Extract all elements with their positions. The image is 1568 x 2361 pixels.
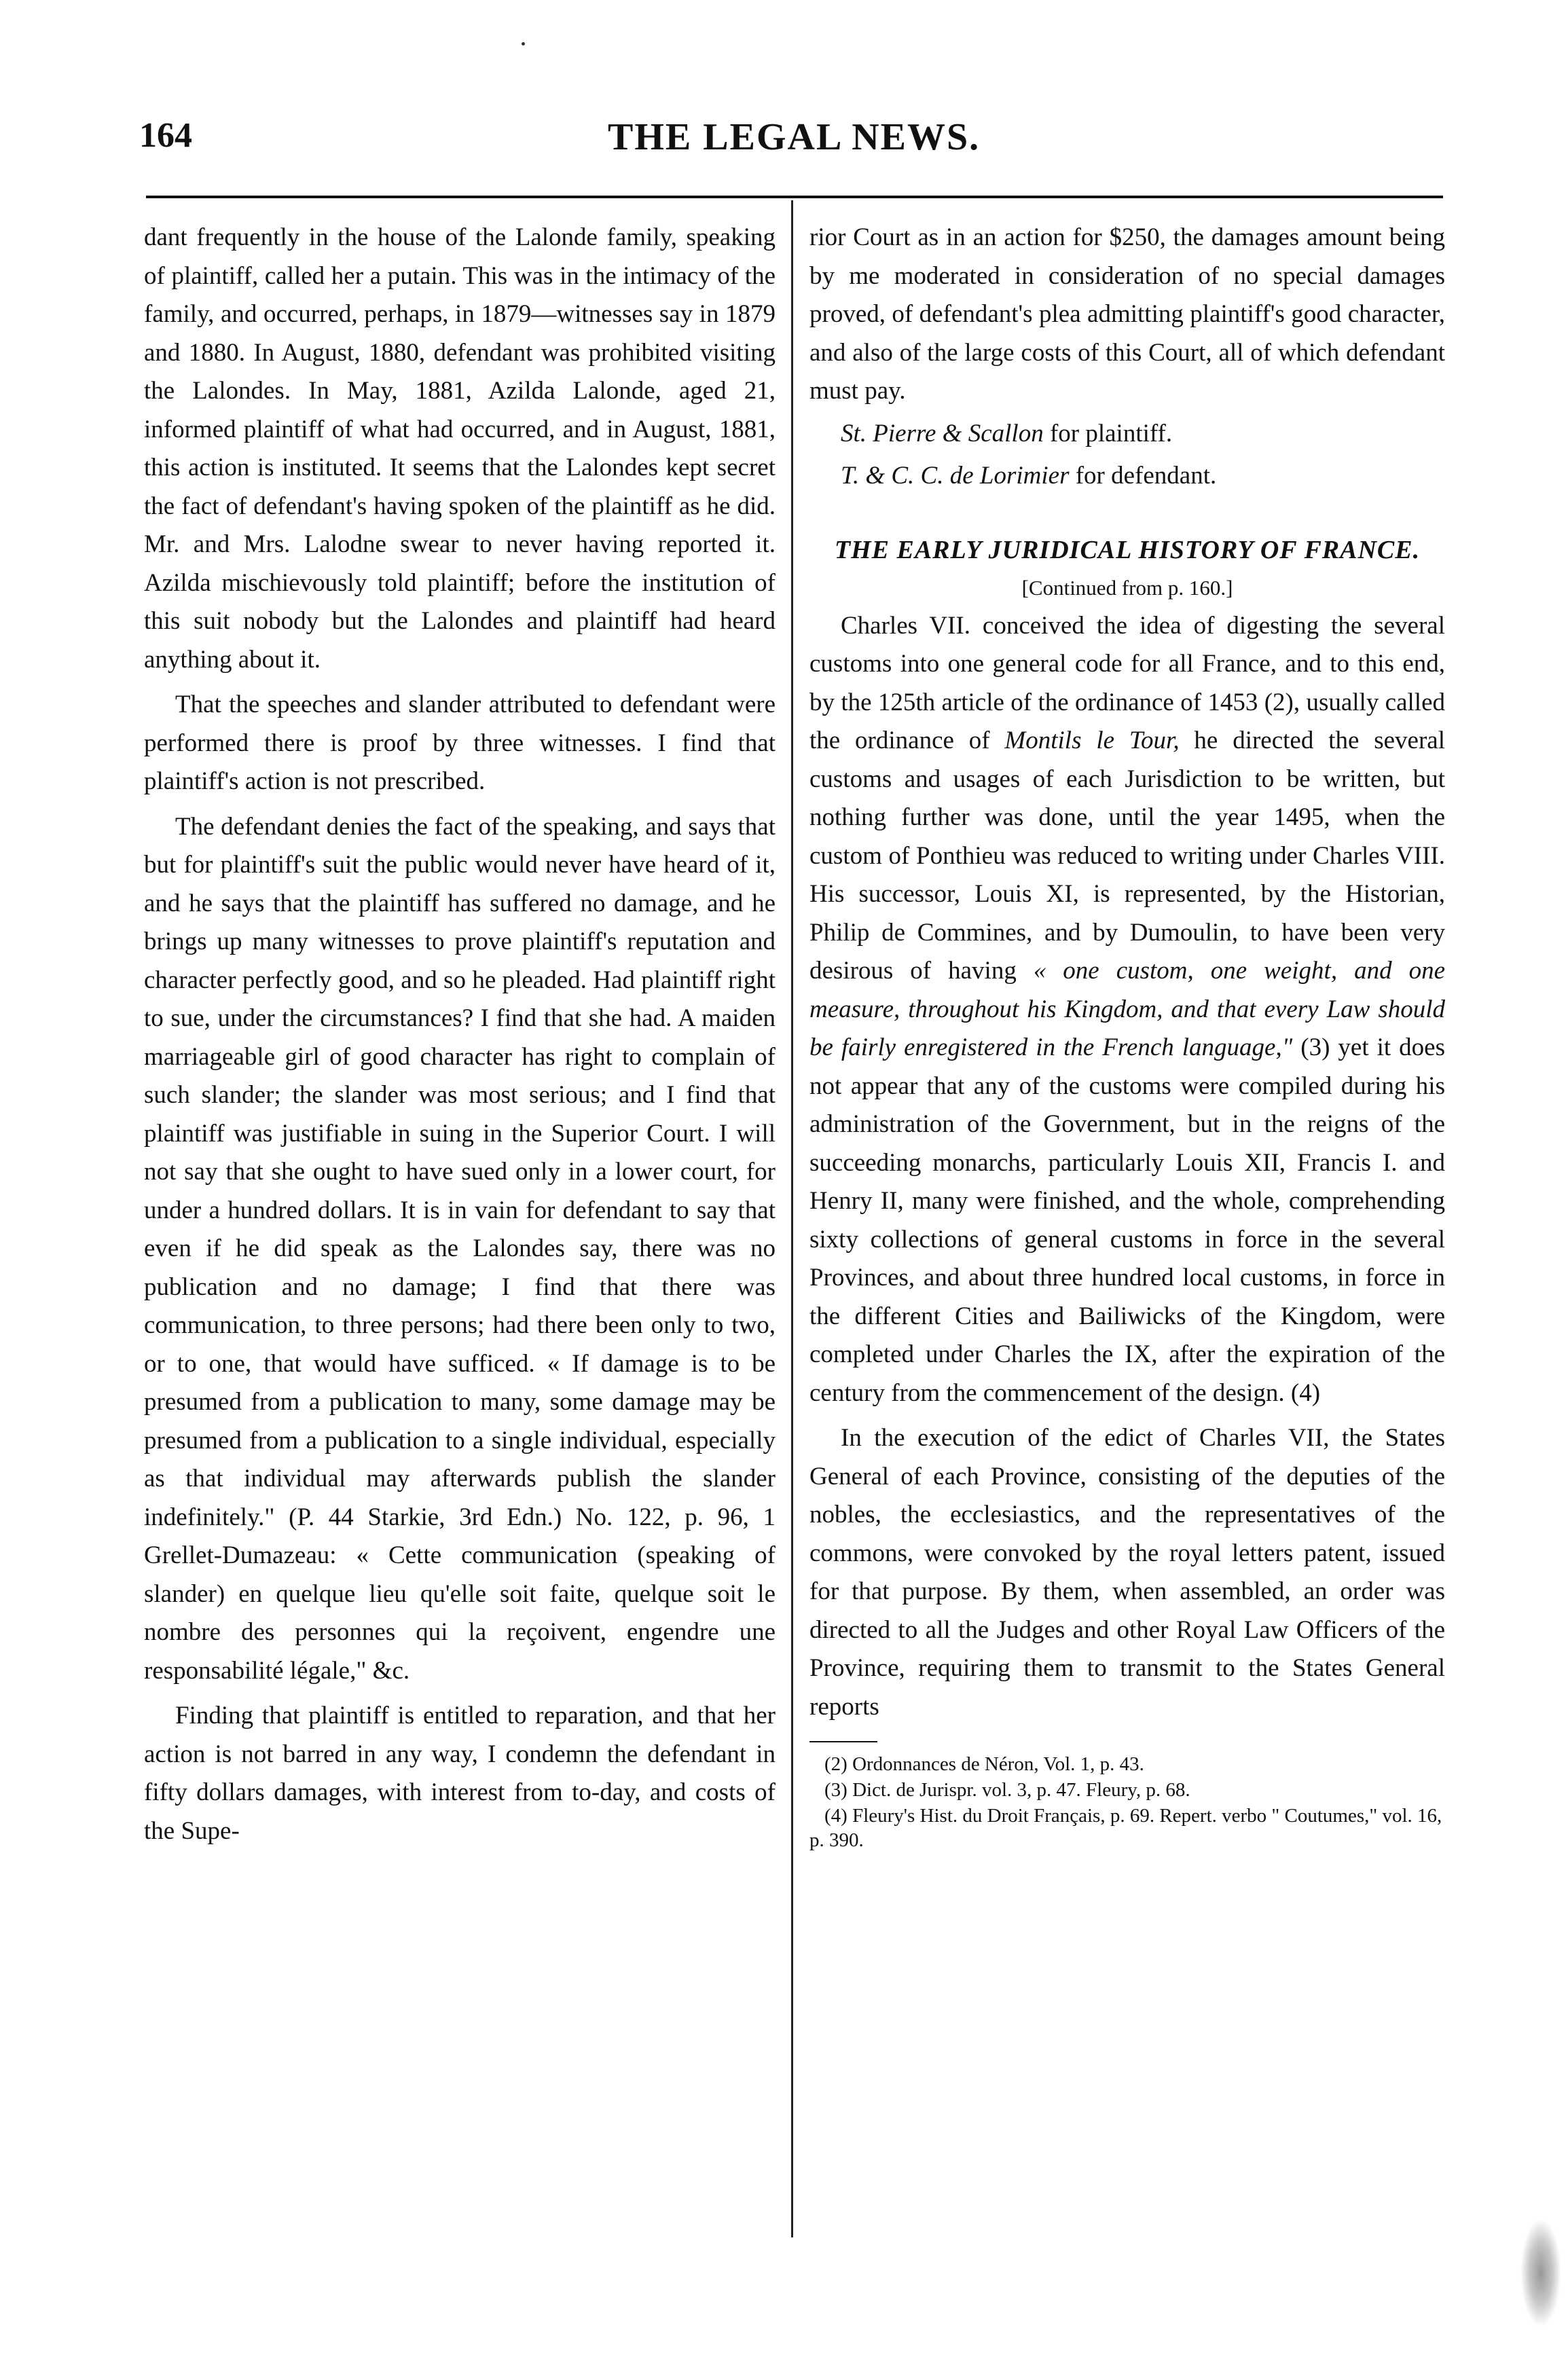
- history-text-a: Charles VII. conceived the idea of digesting the several customs into one general code for all France, and to this end, by the 125th article of the ordinance of 1453 (2), usually called the ordinance of: [809, 611, 1445, 754]
- history-text-b: he directed the several customs and usages of each Jurisdiction to be written, but nothing further was done, until the year 1495, when the custom of Ponthieu was reduced to writing under Charles VIII. His successor, Louis XI, is represented, by the Historian, Philip de Commines, and by Dumoulin, to have been very desirous of having: [809, 727, 1445, 985]
- counsel-plaintiff-role: for plaintiff.: [1043, 419, 1173, 447]
- counsel-defendant: [809, 457, 1445, 496]
- journal-title: THE LEGAL NEWS.: [608, 116, 981, 158]
- section-title: THE EARLY JURIDICAL HISTORY OF FRANCE.: [834, 535, 1421, 564]
- footnote-3: (3) Dict. de Jurispr. vol. 3, p. 47. Fleury, p. 68.: [824, 1779, 1190, 1801]
- continued-note: [Continued from p. 160.]: [1021, 575, 1233, 600]
- counsel-plaintiff: [809, 415, 1445, 454]
- header-rule: [146, 196, 1443, 198]
- left-column: [144, 219, 776, 1850]
- left-paragraph-2: That the speeches and slander attributed to defendant were performed there is proof by three witnesses. I find that plaintiff's action is not prescribed.: [144, 691, 776, 795]
- counsel-plaintiff-names: St. Pierre & Scallon: [841, 419, 1044, 447]
- right-column: [809, 219, 1445, 1854]
- left-paragraph-4: Finding that plaintiff is entitled to reparation, and that her action is not barred in any way, I condemn the defendant in fifty dollars damages, with interest from to-day, and costs of the Supe-: [144, 1702, 776, 1845]
- footnote-rule: [809, 1741, 877, 1742]
- footnote-4: (4) Fleury's Hist. du Droit Français, p. 69. Repert. verbo " Coutumes," vol. 16, p. 390.: [809, 1805, 1442, 1851]
- history-paragraph-1: [809, 607, 1445, 1413]
- history-italic-a: Montils le Tour,: [1004, 727, 1180, 754]
- footnote-2: (2) Ordonnances de Néron, Vol. 1, p. 43.: [824, 1753, 1144, 1775]
- page-header: [139, 115, 1443, 177]
- history-paragraph-2: In the execution of the edict of Charles VII, the States General of each Province, consisting of the deputies of the nobles, the ecclesiastics, and the representatives of the commons, were convoked by the royal letters patent, issued for that purpose. By them, when assembled, an order was directed to all the Judges and other Royal Law Officers of the Province, requiring them to transmit to the States General reports: [809, 1424, 1445, 1721]
- column-divider: [791, 200, 793, 2237]
- history-italic-b: « one custom, one weight, and one measure, throughout his Kingdom, and that every Law should be fairly enregistered in the French language,": [809, 957, 1445, 1061]
- ink-speck: [522, 42, 525, 45]
- judgment-conclusion: rior Court as in an action for $250, the damages amount being by me moderated in consideration of no special damages proved, of defendant's plea admitting plaintiff's good character, and also of the large costs of this Court, all of which defendant must pay.: [809, 223, 1445, 405]
- left-paragraph-3: The defendant denies the fact of the speaking, and says that but for plaintiff's suit the public would never have heard of it, and he says that the plaintiff has suffered no damage, and he brings up many witnesses to prove plaintiff's reputation and character perfectly good, and so he pleaded. Had plaintiff right to sue, under the circumstances? I find that she had. A maiden marriageable girl of good character has right to complain of such slander; the slander was most serious; and I find that plaintiff was justifiable in suing in the Superior Court. I will not say that she ought to have sued only in a lower court, for under a hundred dollars. It is in vain for defendant to say that even if he did speak as the Lalondes say, there was no publication and no damage; I find that there was communication, to three persons; had there been only to two, or to one, that would have sufficed. « If damage is to be presumed from a publication to many, some damage may be presumed from a publication to a single individual, especially as that individual may afterwards publish the slander indefinitely." (P. 44 Starkie, 3rd Edn.) No. 122, p. 96, 1 Grellet-Dumazeau: « Cette communication (speaking of slander) en quelque lieu qu'elle soit faite, quelque soit le nombre des personnes qui la reçoivent, engendre une responsabilité légale," &c.: [144, 812, 776, 1685]
- page-number: 164: [139, 116, 192, 155]
- history-text-c: (3) yet it does not appear that any of the customs were compiled during his administration of the Government, but in the reigns of the succeeding monarchs, particularly Louis XII, Francis I. and Henry II, many were finished, and the whole, comprehending sixty collections of general customs in force in the several Provinces, and about three hundred local customs, in force in the different Cities and Bailiwicks of the Kingdom, were completed under Charles the IX, after the expiration of the century from the commencement of the design. (4): [809, 1033, 1445, 1407]
- scan-blemish: [1520, 2218, 1561, 2327]
- counsel-defendant-names: T. & C. C. de Lorimier: [841, 462, 1070, 490]
- counsel-defendant-role: for defendant.: [1069, 462, 1217, 490]
- left-paragraph-1: dant frequently in the house of the Lalonde family, speaking of plaintiff, called her a putain. This was in the intimacy of the family, and occurred, perhaps, in 1879—witnesses say in 1879 and 1880. In August, 1880, defendant was prohibited visiting the Lalondes. In May, 1881, Azilda Lalonde, aged 21, informed plaintiff of what had occurred, and in August, 1881, this action is instituted. It seems that the Lalondes kept secret the fact of defendant's having spoken of the plaintiff as he did. Mr. and Mrs. Lalodne swear to never having reported it. Azilda mischievously told plaintiff; before the institution of this suit nobody but the Lalondes and plaintiff had heard anything about it.: [144, 223, 776, 674]
